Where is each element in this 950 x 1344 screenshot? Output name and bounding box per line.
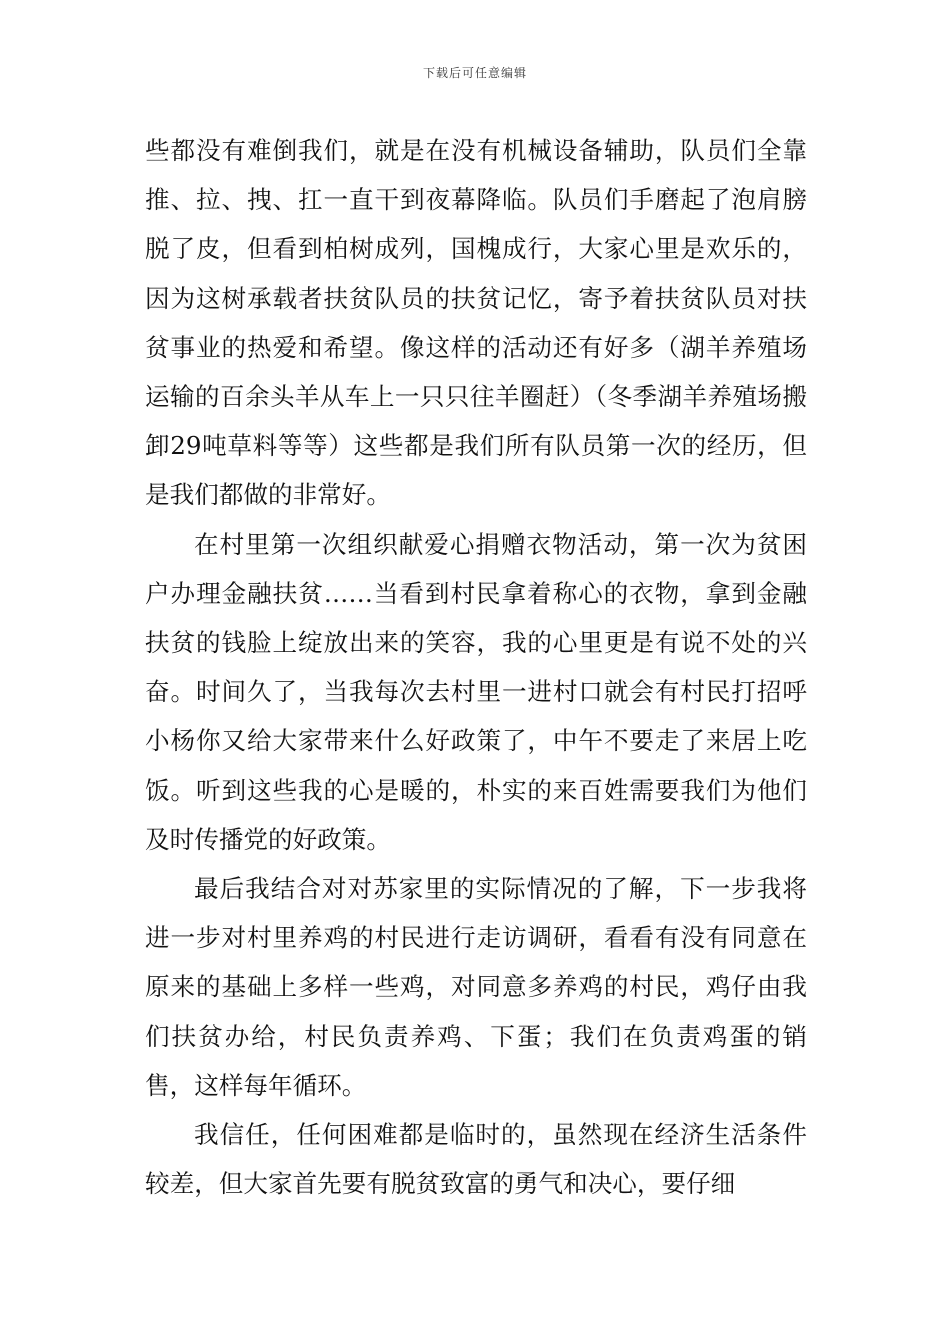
paragraph-donation: 在村里第一次组织献爱心捐赠衣物活动，第一次为贫困户办理金融扶贫……当看到村民拿着称心的衣物，拿到金融扶贫的钱脸上绽放出来的笑容，我的心里更是有说不处的兴奋。时间久了，当我每次去村里一进村口就会有村民打招呼小杨你又给大家带来什么好政策了，中午不要走了来居上吃饭。听到这些我的心是暖的，朴实的来百姓需要我们为他们及时传播党的好政策。	[145, 529, 807, 854]
paragraph-next-steps: 最后我结合对对苏家里的实际情况的了解，下一步我将进一步对村里养鸡的村民进行走访调研，看看有没有同意在原来的基础上多样一些鸡，对同意多养鸡的村民，鸡仔由我们扶贫办给，村民负责养鸡、下蛋；我们在负责鸡蛋的销售，这样每年循环。	[145, 874, 807, 1100]
paragraph-belief: 我信任，任何困难都是临时的，虽然现在经济生活条件较差，但大家首先要有脱贫致富的勇气和决心，要仔细	[145, 1120, 807, 1199]
paragraph-continued: 些都没有难倒我们，就是在没有机械设备辅助，队员们全靠推、拉、拽、扛一直干到夜幕降临。队员们手磨起了泡肩膀脱了皮，但看到柏树成列，国槐成行，大家心里是欢乐的，因为这树承载者扶贫队员的扶贫记忆，寄予着扶贫队员对扶贫事业的热爱和希望。像这样的活动还有好多（湖羊养殖场运输的百余头羊从车上一只只往羊圈赶）（冬季湖羊养殖场搬卸29吨草料等等）这些都是我们所有队员第一次的经历，但是我们都做的非常好。	[145, 136, 807, 510]
page-header: 下载后可任意编辑	[422, 66, 527, 80]
document-body	[145, 126, 807, 1208]
